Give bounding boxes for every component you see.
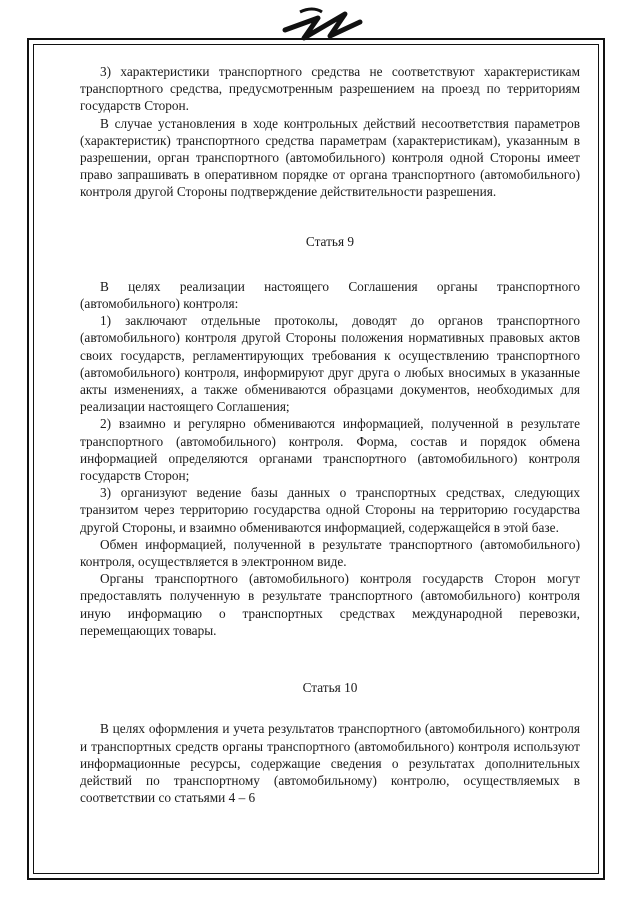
- list-item: 1) заключают отдельные протоколы, доводят до органов транспортного (автомобильного) контроля другой Стороны положения нормативных правовых актов своих государств, регламентирующих требования к осуществлению транспортного (автомобильного) контроля, информируют друг друга о любых вносимых в указанные акты изменениях, а также обмениваются образцами документов, необходимых для реализации настоящего Соглашения;: [80, 313, 580, 415]
- paragraph: Обмен информацией, полученной в результате транспортного (автомобильного) контроля, осуществляется в электронном виде.: [80, 536, 580, 570]
- paragraph: В целях реализации настоящего Соглашения органы транспортного (автомобильного) контроля:: [80, 278, 580, 312]
- paragraph: В целях оформления и учета результатов транспортного (автомобильного) контроля и транспортных средств органы транспортного (автомобильного) контроля используют информационные ресурсы, содержащие сведения о результатах дополнительных действий по транспортному (автомобильному) контролю, осуществляемых в соответствии со статьями 4 – 6: [80, 721, 580, 806]
- article-heading: Статья 10: [302, 680, 358, 696]
- paragraph: Органы транспортного (автомобильного) контроля государств Сторон могут предоставлять полученную в результате транспортного (автомобильного) контроля иную информацию о транспортных средствах международной перевозки, перемещающих товары.: [80, 571, 580, 638]
- paragraph: В случае установления в ходе контрольных действий несоответствия параметров (характеристик) транспортного средства параметрам (характеристикам), указанным в разрешении, орган транспортного (автомобильного) контроля одной Стороны имеет право запрашивать в оперативном порядке от органа транспортного (автомобильного) контроля другой Стороны подтверждение действительности разрешения.: [80, 115, 580, 200]
- article-heading: Статья 9: [305, 233, 355, 249]
- document-body: [80, 63, 580, 806]
- paragraph: 3) характеристики транспортного средства не соответствуют характеристикам транспортного средства, предусмотренным разрешением на проезд по территориям государств Сторон.: [80, 64, 580, 114]
- list-item: 2) взаимно и регулярно обмениваются информацией, полученной в результате транспортного (автомобильного) контроля. Форма, состав и порядок обмена информацией определяются органами транспортного (автомобильного) контроля государств Сторон;: [80, 416, 580, 484]
- list-item: 3) организуют ведение базы данных о транспортных средствах, следующих транзитом через территорию государства одной Стороны на территорию государства другой Стороны, и взаимно обмениваются информацией, содержащейся в этой базе.: [80, 485, 580, 535]
